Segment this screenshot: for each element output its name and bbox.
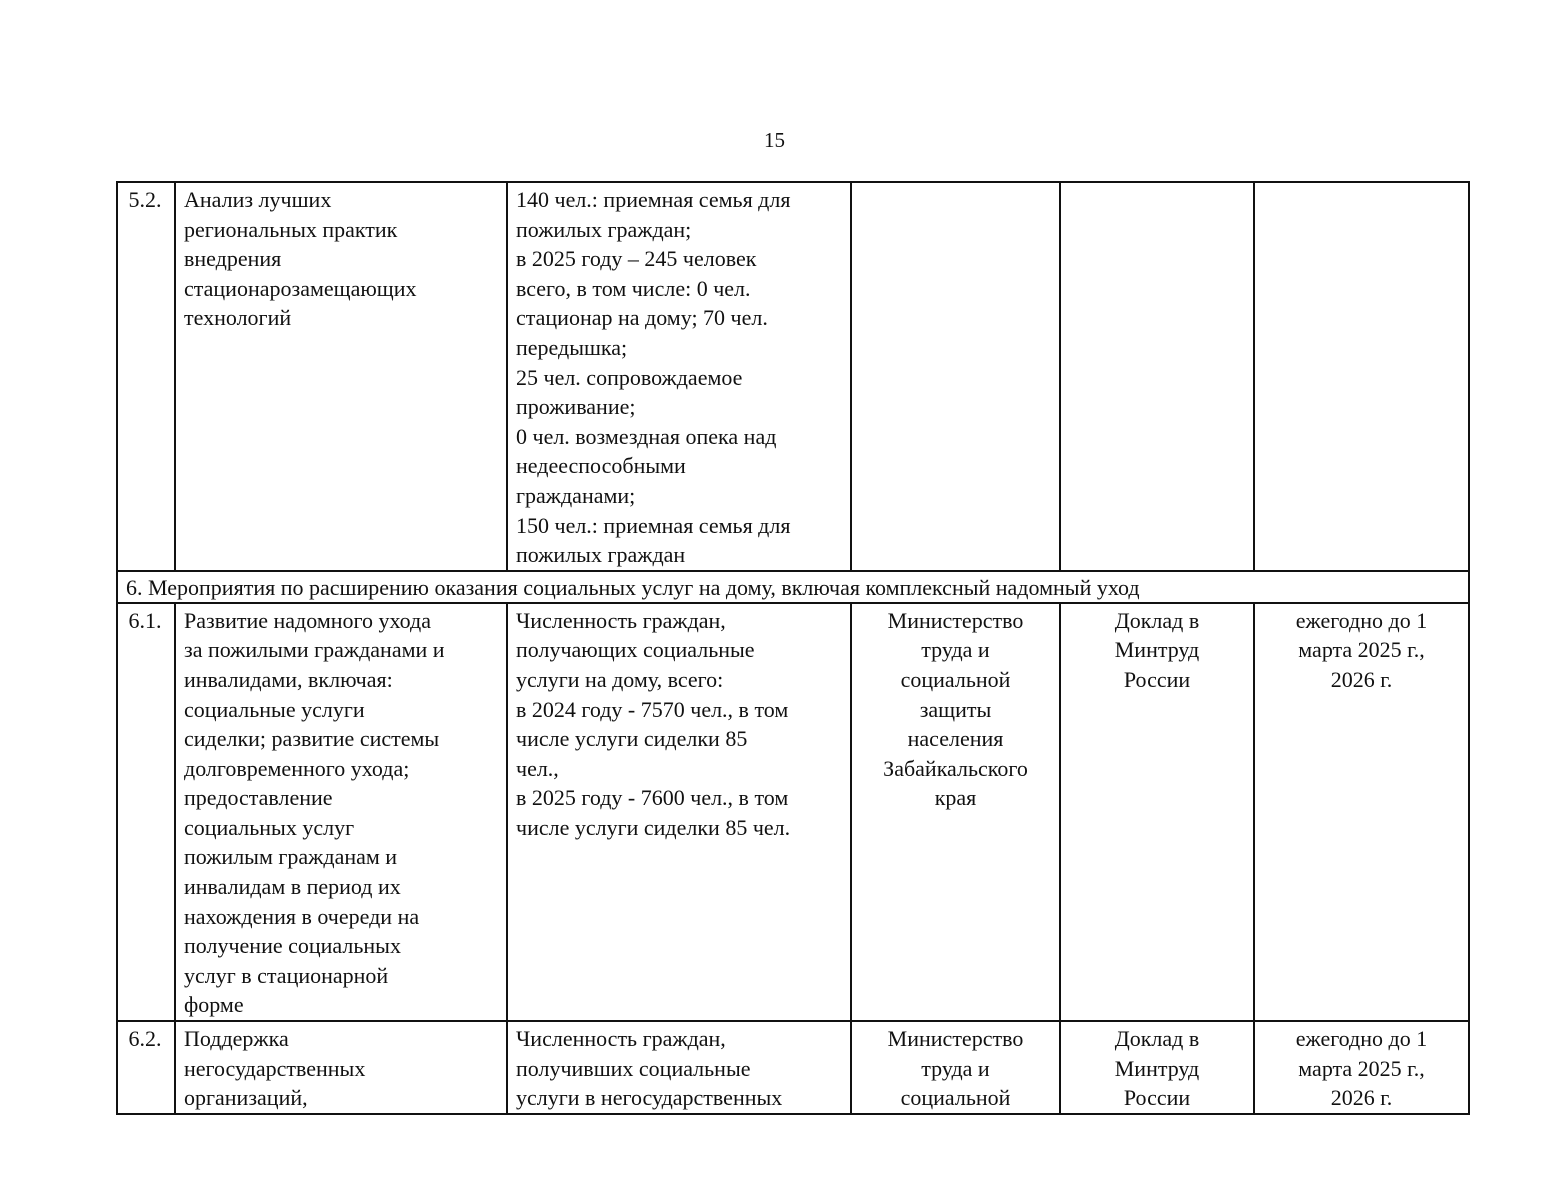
event-text-line: нахождения в очереди на: [184, 903, 420, 929]
indicator-text-line: получивших социальные: [516, 1055, 751, 1081]
event-text-line: Анализ лучших: [184, 187, 332, 212]
event-cell: [175, 603, 507, 1021]
indicator-text-line: чел.,: [516, 755, 559, 781]
report-text-line: Доклад в: [1114, 607, 1200, 633]
event-text-line: предоставление: [184, 785, 333, 811]
event-text-line: форме: [184, 992, 244, 1018]
indicator-text-line: числе услуги сиделки 85: [516, 726, 748, 752]
event-text-line: долговременного ухода;: [184, 755, 410, 781]
event-text-line: региональных практик: [184, 216, 398, 242]
deadline-text-line: марта 2025 г.,: [1298, 637, 1425, 663]
indicator-text-line: всего, в том числе: 0 чел.: [516, 275, 751, 301]
deadline-text-line: ежегодно до 1: [1295, 607, 1428, 633]
section-row: [117, 571, 1469, 603]
responsible-text-line: населения: [907, 726, 1004, 752]
report-text-line: Минтруд: [1114, 1055, 1200, 1081]
deadline-cell: [1254, 182, 1469, 571]
deadline-cell: [1254, 1021, 1469, 1114]
indicator-text-line: услуги в негосударственных: [516, 1085, 783, 1111]
table-row: [117, 603, 1469, 1021]
responsible-text-line: Министерство: [887, 607, 1024, 633]
report-text-line: Минтруд: [1114, 637, 1200, 663]
indicator-text-line: Численность граждан,: [516, 607, 726, 633]
indicator-cell: [507, 182, 851, 571]
indicator-text-line: стационар на дому; 70 чел.: [516, 305, 768, 331]
event-text-line: технологий: [184, 305, 292, 331]
event-text-line: внедрения: [184, 246, 282, 272]
responsible-text-line: Забайкальского: [883, 755, 1028, 781]
event-text-line: негосударственных: [184, 1055, 366, 1081]
section-heading: 6. Мероприятия по расширению оказания социальных услуг на дому, включая комплексный надомный уход: [117, 571, 1469, 603]
report-cell: [1060, 1021, 1254, 1114]
indicator-text-line: 140 чел.: приемная семья для: [516, 187, 791, 212]
report-text-line: России: [1123, 1085, 1191, 1111]
report-text-line: Доклад в: [1114, 1026, 1200, 1052]
table-row: [117, 1021, 1469, 1114]
event-text-line: Развитие надомного ухода: [184, 607, 431, 633]
responsible-text-line: защиты: [919, 696, 992, 722]
indicator-text-line: 25 чел. сопровождаемое: [516, 364, 743, 390]
event-text-line: инвалидами, включая:: [184, 666, 393, 692]
row-number: 6.1.: [117, 603, 175, 1021]
event-cell: [175, 182, 507, 571]
event-text-line: получение социальных: [184, 933, 401, 959]
responsible-cell: [851, 1021, 1060, 1114]
indicator-text-line: получающих социальные: [516, 637, 755, 663]
row-number: 5.2.: [117, 182, 175, 571]
responsible-text-line: труда и: [921, 1055, 990, 1081]
indicator-text-line: пожилых граждан: [516, 542, 686, 568]
indicator-text-line: в 2025 году – 245 человек: [516, 246, 757, 272]
responsible-cell: [851, 603, 1060, 1021]
indicator-text-line: 150 чел.: приемная семья для: [516, 512, 791, 538]
event-text-line: социальные услуги: [184, 696, 365, 722]
indicator-text-line: числе услуги сиделки 85 чел.: [516, 814, 791, 840]
event-text-line: организаций,: [184, 1085, 308, 1111]
indicator-text-line: недееспособными: [516, 453, 686, 479]
event-text-line: услуг в стационарной: [184, 962, 389, 988]
indicator-text-line: пожилых граждан;: [516, 216, 692, 242]
responsible-text-line: края: [934, 785, 977, 811]
indicator-text-line: гражданами;: [516, 482, 636, 508]
event-cell: [175, 1021, 507, 1114]
page-number: 15: [764, 128, 785, 152]
deadline-text-line: 2026 г.: [1330, 666, 1393, 692]
event-text-line: инвалидам в период их: [184, 874, 401, 900]
indicator-text-line: в 2024 году - 7570 чел., в том: [516, 696, 789, 722]
indicator-text-line: проживание;: [516, 394, 636, 420]
report-cell: [1060, 182, 1254, 571]
report-cell: [1060, 603, 1254, 1021]
event-text-line: стационарозамещающих: [184, 275, 417, 301]
table-row: [117, 182, 1469, 571]
deadline-text-line: марта 2025 г.,: [1298, 1055, 1425, 1081]
event-text-line: Поддержка: [184, 1026, 289, 1052]
event-text-line: за пожилыми гражданами и: [184, 637, 445, 663]
deadline-text-line: ежегодно до 1: [1295, 1026, 1428, 1052]
deadline-text-line: 2026 г.: [1330, 1085, 1393, 1111]
row-number: 6.2.: [117, 1021, 175, 1114]
responsible-text-line: труда и: [921, 637, 990, 663]
responsible-text-line: социальной: [900, 666, 1011, 692]
indicator-cell: [507, 603, 851, 1021]
indicator-text-line: в 2025 году - 7600 чел., в том: [516, 785, 789, 811]
event-text-line: пожилым гражданам и: [184, 844, 398, 870]
responsible-cell: [851, 182, 1060, 571]
indicator-text-line: 0 чел. возмездная опека над: [516, 423, 777, 449]
event-text-line: сиделки; развитие системы: [184, 726, 440, 752]
indicator-text-line: Численность граждан,: [516, 1026, 726, 1052]
indicator-text-line: передышка;: [516, 334, 628, 360]
responsible-text-line: социальной: [900, 1085, 1011, 1111]
indicator-cell: [507, 1021, 851, 1114]
plan-table: [116, 181, 1470, 1115]
deadline-cell: [1254, 603, 1469, 1021]
event-text-line: социальных услуг: [184, 814, 355, 840]
responsible-text-line: Министерство: [887, 1026, 1024, 1052]
indicator-text-line: услуги на дому, всего:: [516, 666, 724, 692]
report-text-line: России: [1123, 666, 1191, 692]
